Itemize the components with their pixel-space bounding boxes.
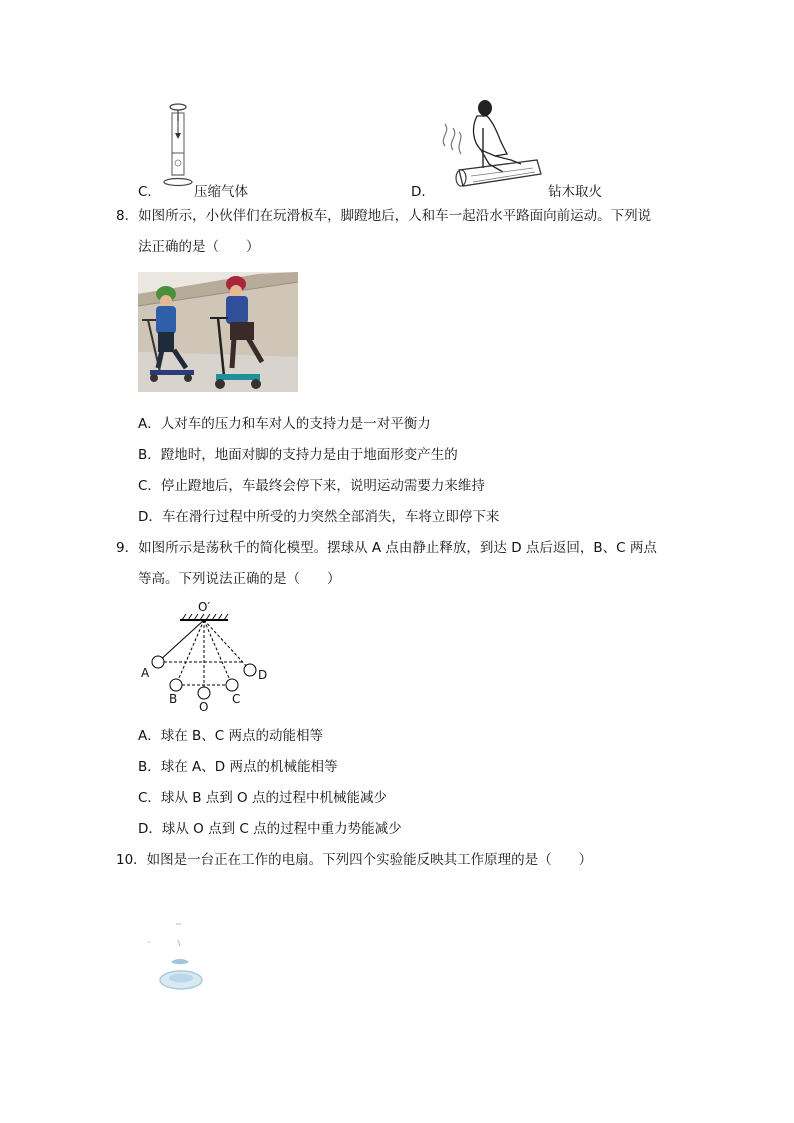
- q8-stem-line2: 法正确的是（ ）: [138, 239, 260, 255]
- q8-option-c: C．停止蹬地后，车最终会停下来，说明运动需要力来维持: [138, 478, 485, 494]
- wood-drilling-fire-figure: [437, 98, 547, 193]
- point-a-label: A: [141, 666, 150, 680]
- option-d-caption: 钻木取火: [548, 184, 602, 200]
- q8-stem-line1: 8．如图所示，小伙伴们在玩滑板车，脚蹬地后，人和车一起沿水平路面向前运动。下列说: [116, 208, 652, 224]
- q9-option-b: B．球在 A、D 两点的机械能相等: [138, 759, 338, 775]
- option-d-letter: D．: [411, 184, 435, 200]
- scooter-kids-photo: [138, 272, 298, 392]
- q8-option-b: B．蹬地时，地面对脚的支持力是由于地面形变产生的: [138, 447, 458, 463]
- q9-stem-line1: 9．如图所示是荡秋千的简化模型。摆球从 A 点由静止释放，到达 D 点后返回，B、C 两点: [116, 540, 657, 556]
- point-b-label: B: [169, 692, 178, 706]
- q9-option-d: D．球从 O 点到 C 点的过程中重力势能减少: [138, 821, 402, 837]
- point-d-label: D: [258, 668, 268, 682]
- point-c-label: C: [232, 692, 241, 706]
- electric-fan-figure: [145, 918, 215, 998]
- q9-option-a: A．球在 B、C 两点的动能相等: [138, 728, 324, 744]
- q9-stem-line2: 等高。下列说法正确的是（ ）: [138, 571, 341, 587]
- q10-stem: 10．如图是一台正在工作的电扇。下列四个实验能反映其工作原理的是（ ）: [116, 852, 593, 868]
- option-c-caption: 压缩气体: [194, 184, 248, 200]
- q8-option-a: A．人对车的压力和车对人的支持力是一对平衡力: [138, 416, 431, 432]
- q9-option-c: C．球从 B 点到 O 点的过程中机械能减少: [138, 790, 387, 806]
- option-c-letter: C．: [138, 184, 161, 200]
- pendulum-diagram: [138, 598, 278, 718]
- point-o-label: O: [199, 700, 209, 714]
- q8-option-d: D．车在滑行过程中所受的力突然全部消失，车将立即停下来: [138, 509, 500, 525]
- pivot-label: O′: [198, 600, 211, 614]
